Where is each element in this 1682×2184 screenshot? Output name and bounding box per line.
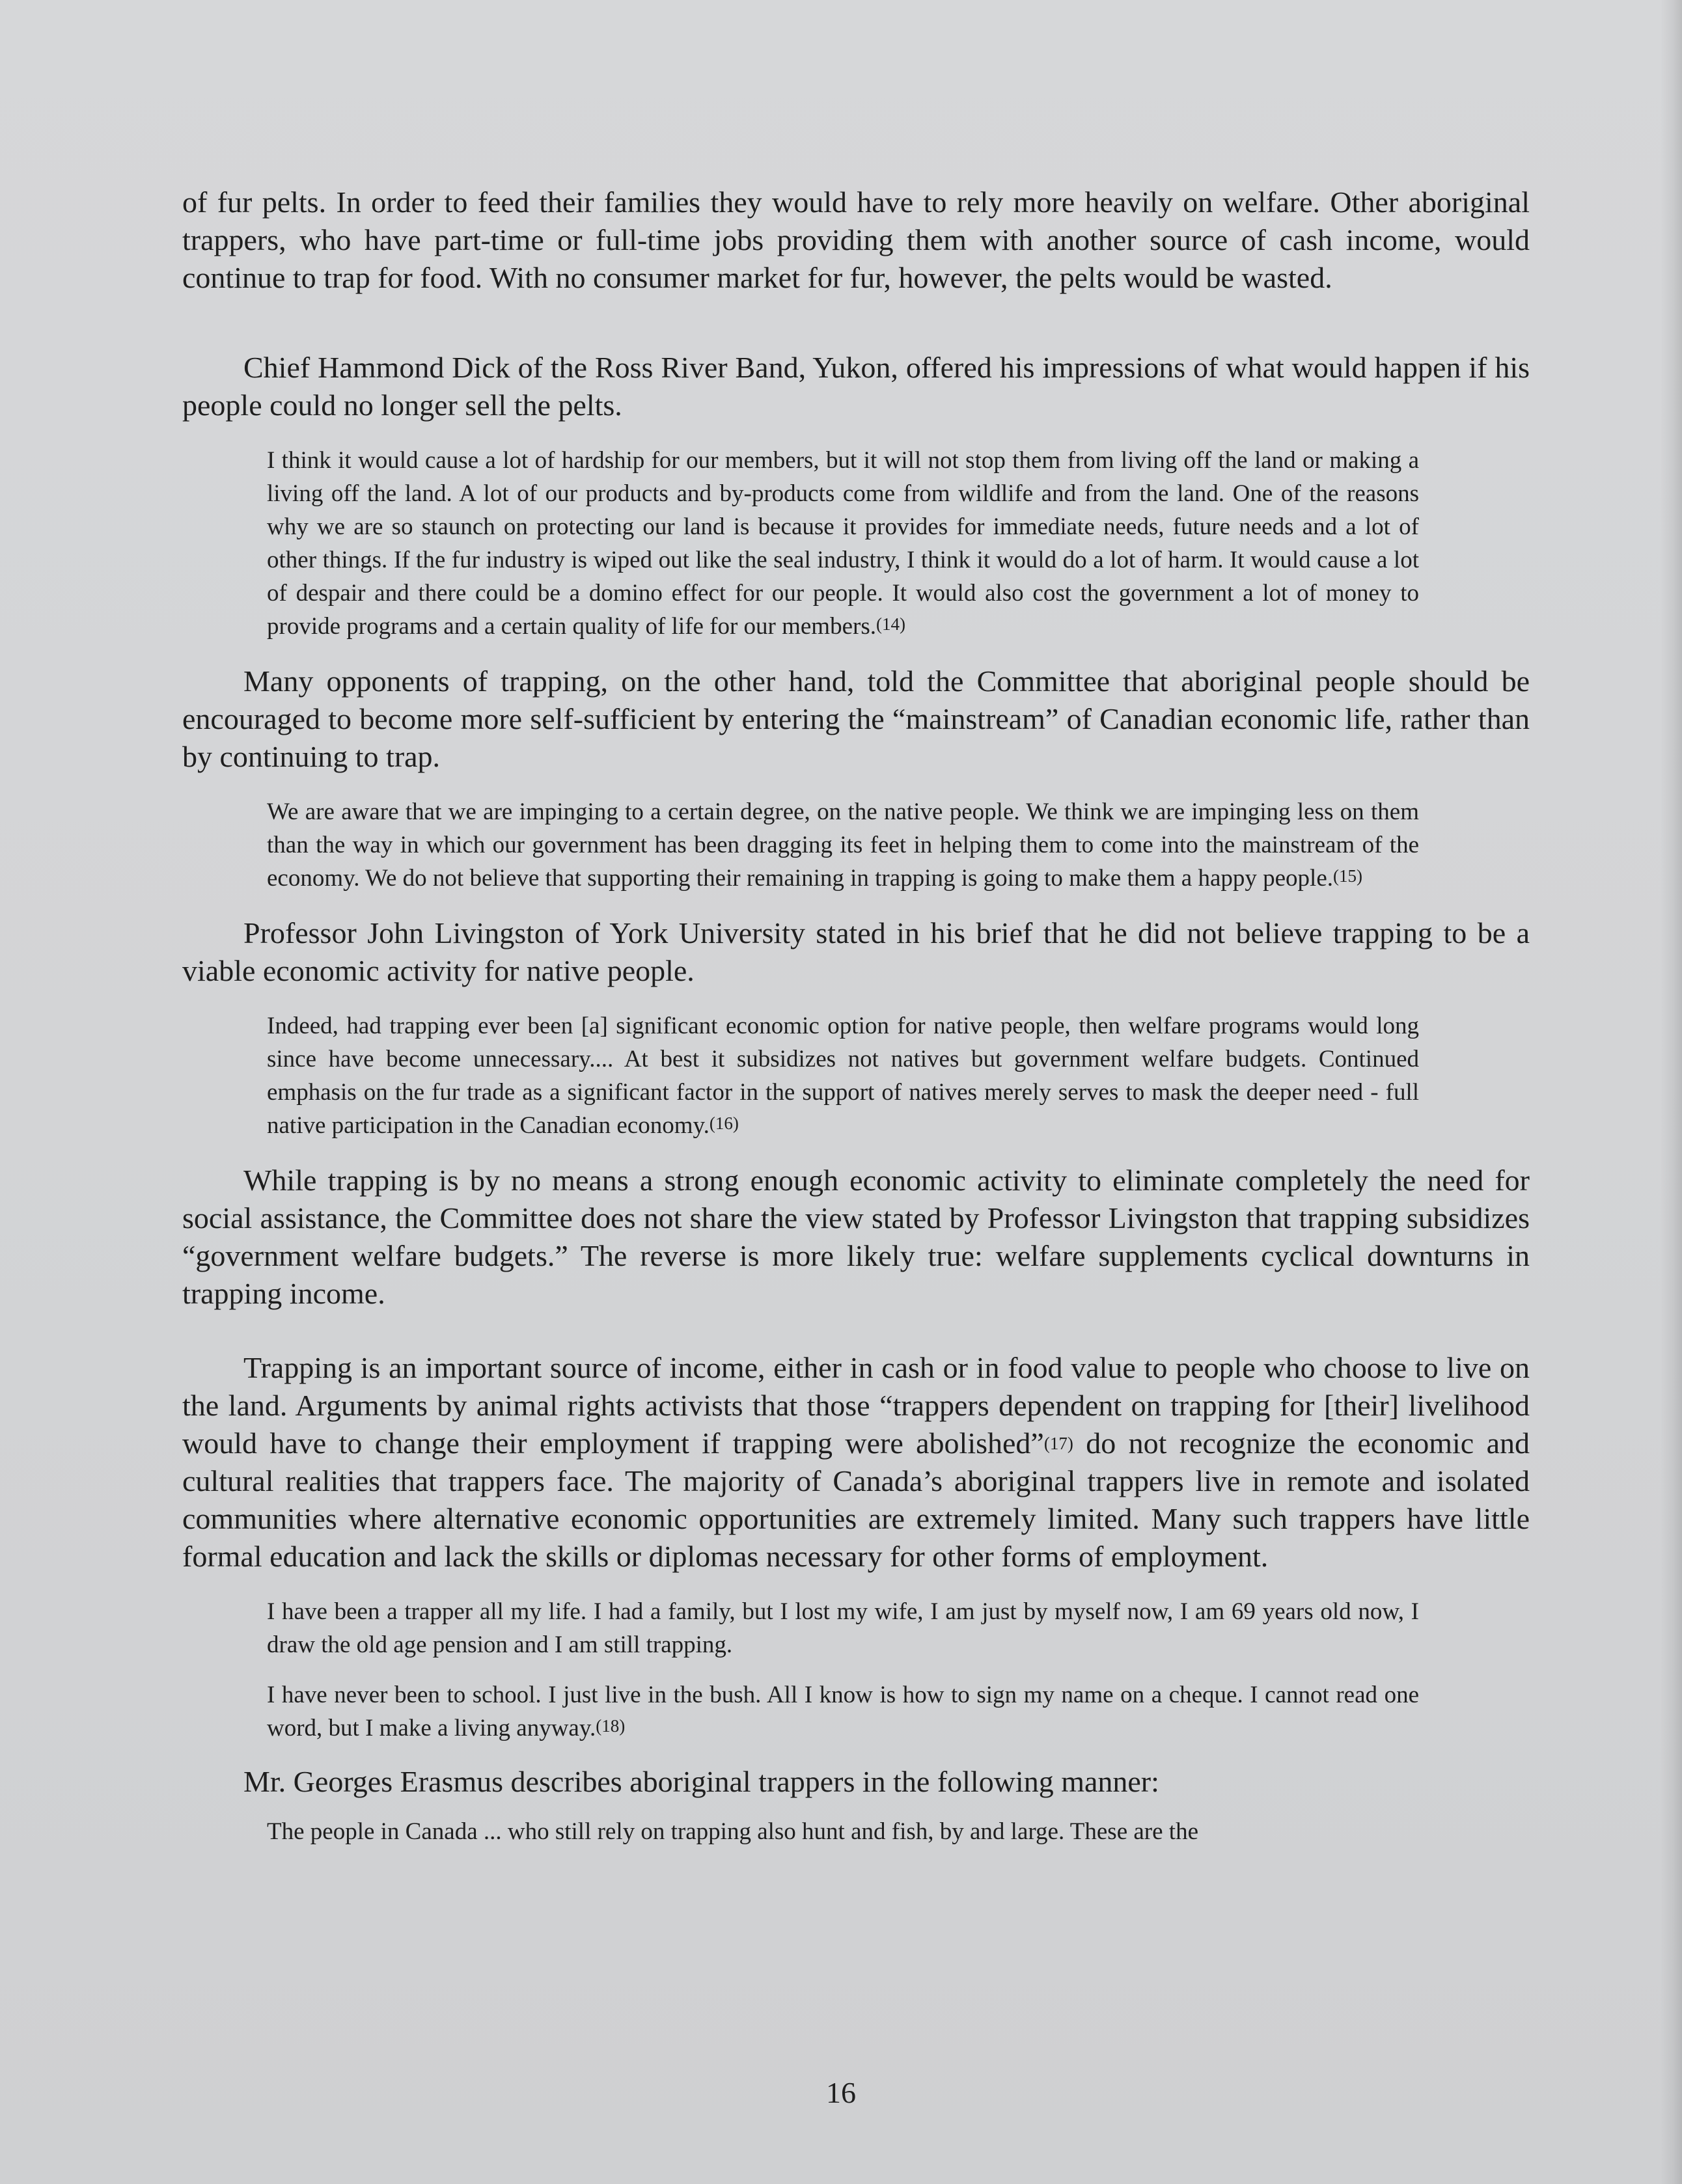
quote-livingston-brief <box>267 1009 1419 1142</box>
page-number: 16 <box>826 2076 856 2109</box>
quote-text: We are aware that we are impinging to a certain degree, on the native people. We think we are impinging less on them than the way in which our government has been dragging its feet in helping them to come into the mainstream of the economy. We do not believe that supporting their remaining in trapping is going to make them a happy people. <box>267 799 1419 892</box>
quote-hammond-dick <box>267 444 1419 643</box>
paragraph-text: do not recognize the economic and cultural realities that trappers face. The majority of Canada’s aboriginal trappers live in remote and isolated communities where alternative economic opportunities are extremely limited. Many such trappers have little formal education and lack the skills or diplomas necessary for other forms of employment. <box>182 1426 1530 1573</box>
quote-text: The people in Canada ... who still rely on trapping also hunt and fish, by and large. These are the <box>267 1818 1198 1845</box>
paragraph-text: Many opponents of trapping, on the other hand, told the Committee that aboriginal people should be encouraged to become more self-sufficient by entering the “mainstream” of Canadian economic life, rather than by continuing to trap. <box>182 664 1530 773</box>
quote-text: I have been a trapper all my life. I had a family, but I lost my wife, I am just by myself now, I am 69 years old now, I draw the old age pension and I am still trapping. <box>267 1598 1419 1658</box>
paragraph-text: Trapping is an important source of income, either in cash or in food value to people who choose to live on the land. Arguments by animal rights activists that those “trappers dependent on trapping for [their] livelihood would have to change their employment if trapping were abolished” <box>182 1351 1530 1460</box>
paragraph-fur-pelts <box>182 184 1530 297</box>
paragraph-professor-livingston <box>182 914 1530 990</box>
citation-marker: (14) <box>875 614 905 634</box>
citation-marker: (16) <box>709 1113 739 1133</box>
paragraph-chief-hammond-dick <box>182 349 1530 424</box>
paragraph-text: of fur pelts. In order to feed their families they would have to rely more heavily on welfare. Other aboriginal trappers, who have part-time or full-time jobs providing them with another source of cash income, would continue to trap for food. With no consumer market for fur, however, the pelts would be wasted. <box>182 185 1530 294</box>
paragraph-source-of-income <box>182 1349 1530 1576</box>
paragraph-text: Chief Hammond Dick of the Ross River Band, Yukon, offered his impressions of what would happen if his people could no longer sell the pelts. <box>182 351 1530 422</box>
paragraph-text: Mr. Georges Erasmus describes aboriginal trappers in the following manner: <box>243 1765 1159 1798</box>
paragraph-text: While trapping is by no means a strong enough economic activity to eliminate completely the need for social assistance, the Committee does not share the view stated by Professor Livingston that trapping subsidizes “government welfare budgets.” The reverse is more likely true: welfare supplements cyclical downturns in trapping income. <box>182 1164 1530 1310</box>
citation-marker: (18) <box>596 1716 626 1736</box>
paragraph-text: Professor John Livingston of York University stated in his brief that he did not believe trapping to be a viable economic activity for native people. <box>182 916 1530 987</box>
citation-marker: (15) <box>1333 866 1362 886</box>
quote-text: I think it would cause a lot of hardship for our members, but it will not stop them from living off the land or making a living off the land. A lot of our products and by-products come from wildlife and from the land. One of the reasons why we are so staunch on protecting our land is because it provides for immediate needs, future needs and a lot of other things. If the fur industry is wiped out like the seal industry, I think it would do a lot of harm. It would cause a lot of despair and there could be a domino effect for our people. It would also cost the government a lot of money to provide programs and a certain quality of life for our members. <box>267 447 1419 640</box>
paragraph-georges-erasmus <box>182 1763 1530 1801</box>
quote-never-been-to-school <box>267 1678 1419 1745</box>
quote-text: I have never been to school. I just live in the bush. All I know is how to sign my name on a cheque. I cannot read one word, but I make a living anyway. <box>267 1682 1419 1741</box>
quote-text: Indeed, had trapping ever been [a] significant economic option for native people, then welfare programs would long since have become unnecessary.... At best it subsidizes not natives but government welfare budgets. Continued emphasis on the fur trade as a significant factor in the support of natives merely serves to mask the deeper need - full native participation in the Canadian economy. <box>267 1013 1419 1139</box>
quote-trapper-all-my-life <box>267 1595 1419 1661</box>
paragraph-social-assistance <box>182 1162 1530 1313</box>
page-edge-shadow <box>1660 0 1682 2184</box>
quote-erasmus <box>267 1815 1419 1848</box>
citation-marker: (17) <box>1043 1434 1073 1453</box>
quote-mainstream-economy <box>267 795 1419 895</box>
paragraph-opponents-of-trapping <box>182 662 1530 776</box>
page-body <box>182 184 1530 1848</box>
